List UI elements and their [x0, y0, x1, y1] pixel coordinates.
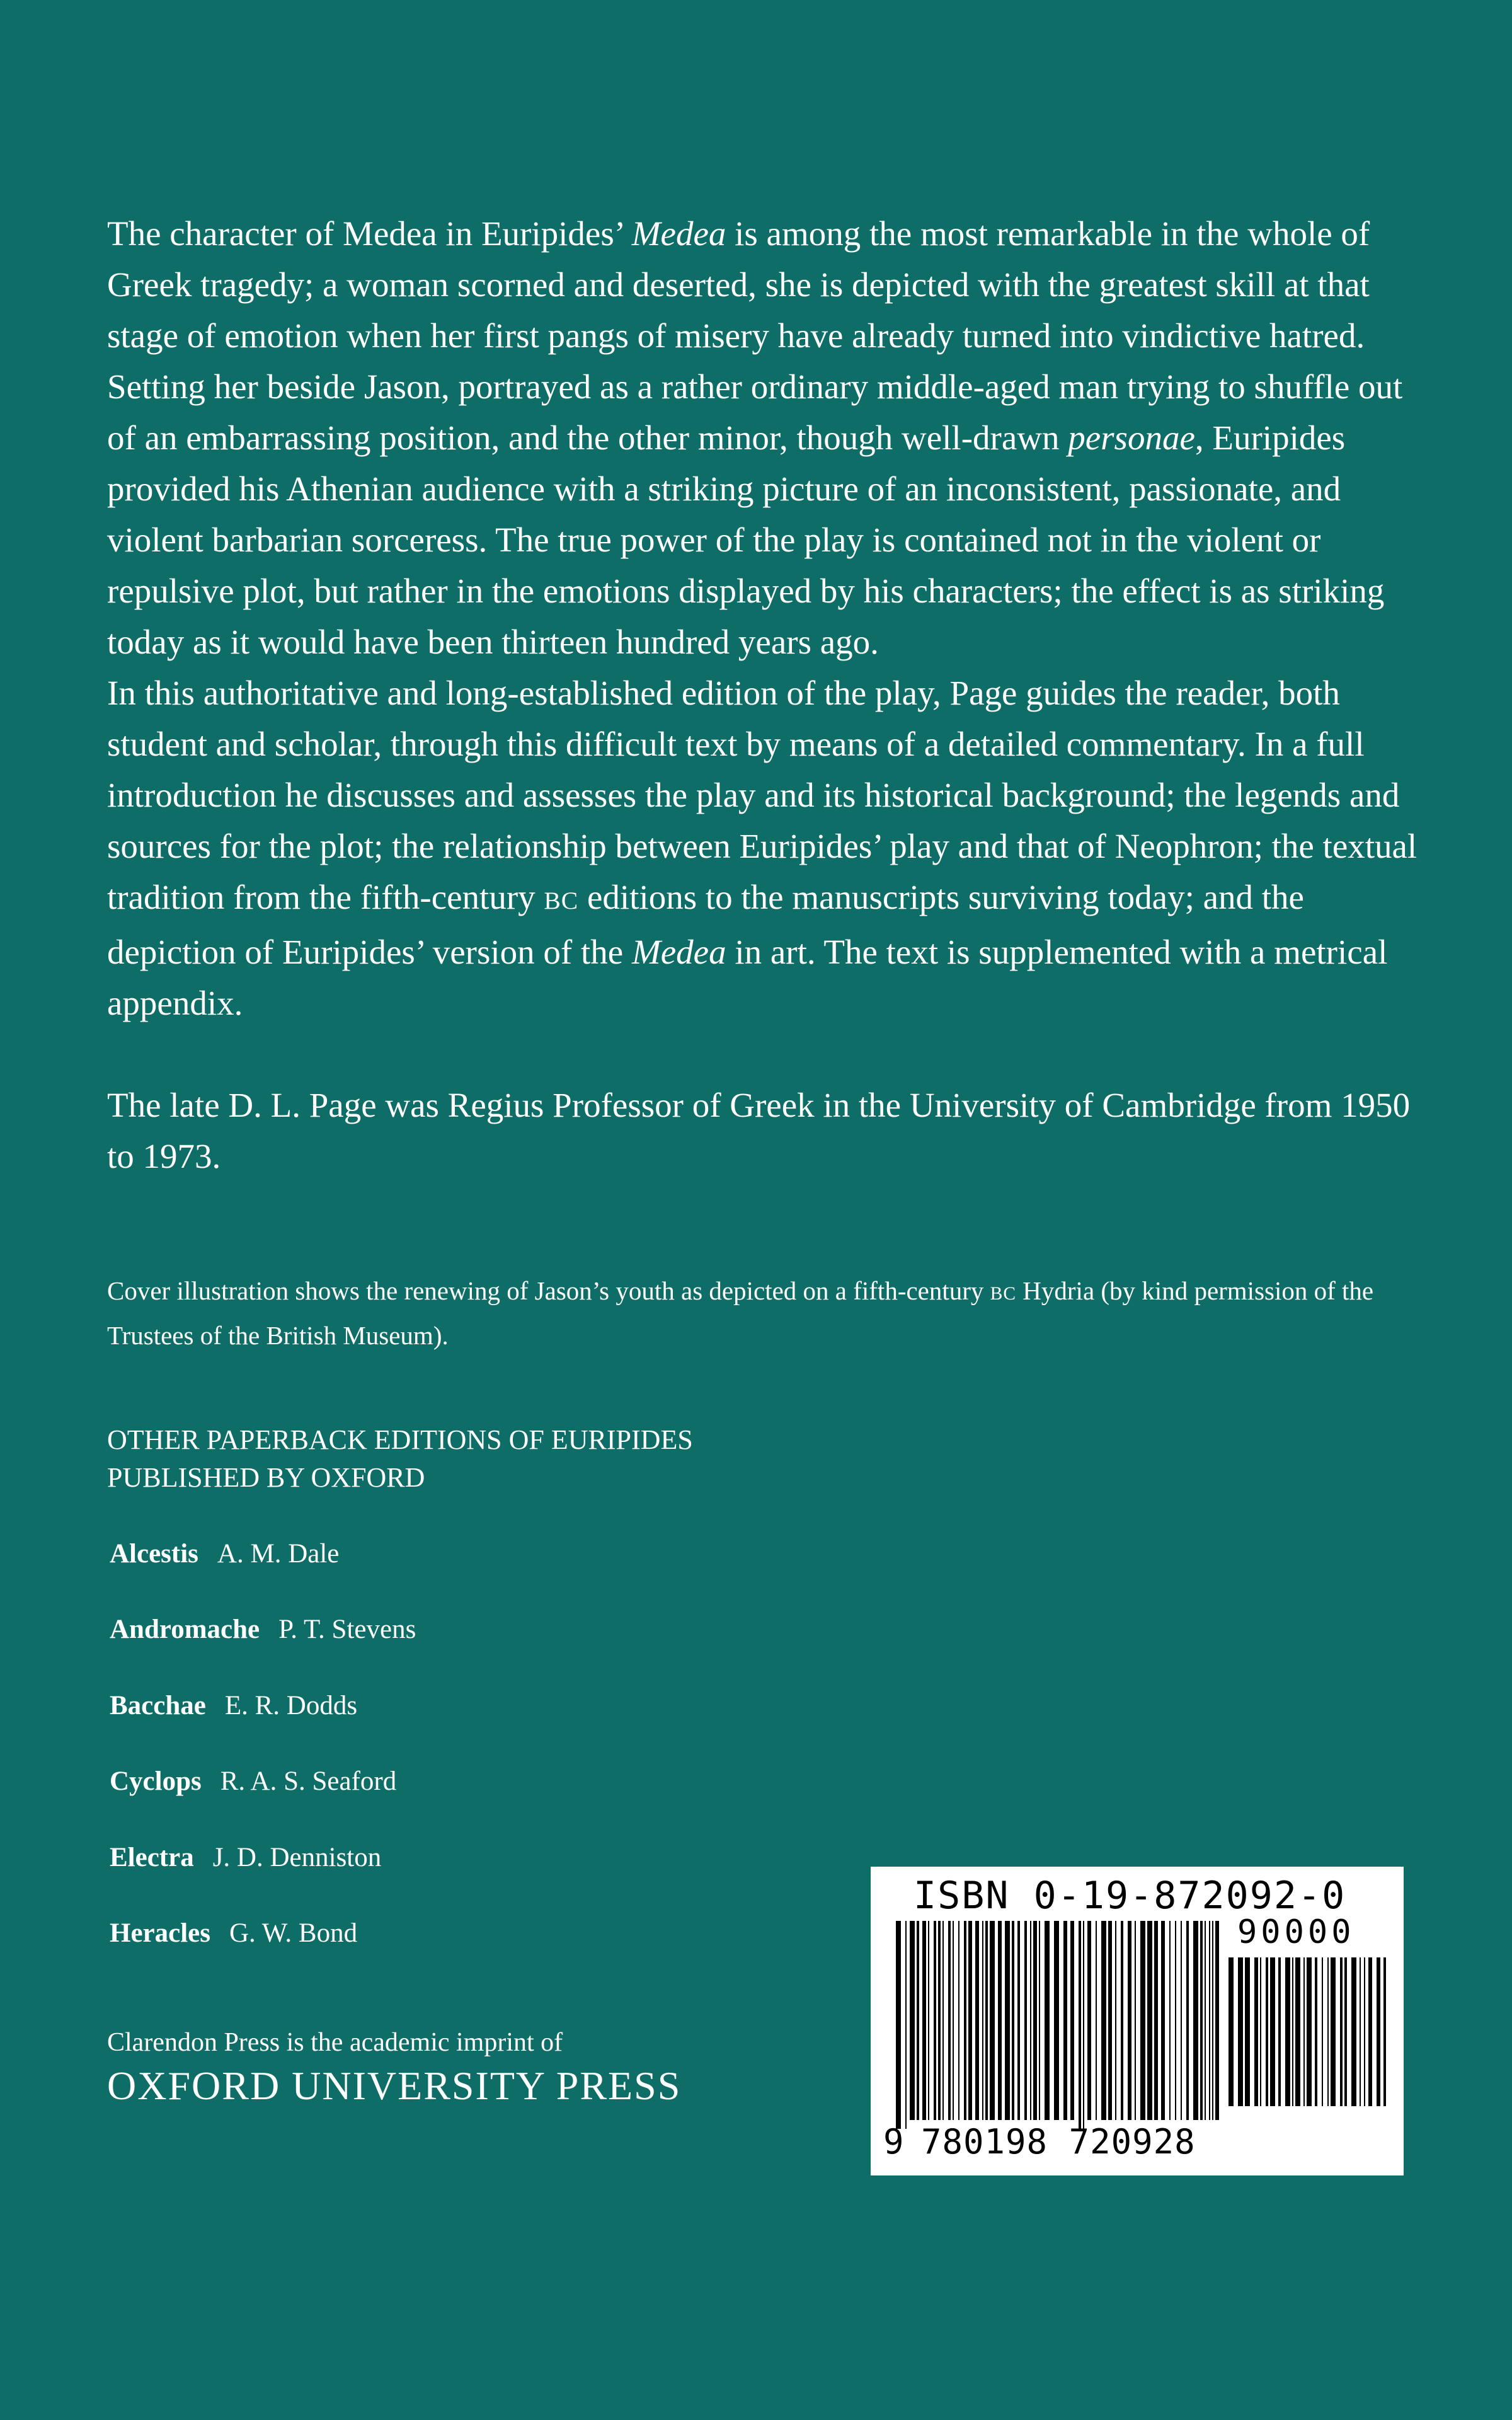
era-abbreviation: BC: [990, 1284, 1017, 1304]
editor-name: R. A. S. Seaford: [220, 1766, 397, 1797]
ean-leading-digit: 9: [883, 2122, 904, 2162]
barcode-bar: [985, 1921, 988, 2120]
blurb-text: in art. The text is supplemented with a metrical appendix.: [107, 933, 1388, 1022]
barcode-bar: [1377, 1957, 1380, 2106]
imprint-line: Clarendon Press is the academic imprint of: [107, 2028, 563, 2057]
blurb-paragraph-1: [107, 208, 1418, 667]
blurb-text: is among the most remarkable in the whole of Greek tragedy; a woman scorned and deserted, she is depicted with the greatest skill at that stage of emotion when her first pangs of misery have already turned into vindictive hatred. Setting her beside Jason, portrayed as a rather ordinary middle-aged man trying to shuffle out of an embarrassing position, and the other minor, though well-drawn: [107, 214, 1403, 457]
barcode-bar: [1193, 1921, 1198, 2120]
barcode-bar: [1181, 1921, 1182, 2120]
barcode-bar: [1101, 1921, 1106, 2120]
barcode-bar: [1383, 1957, 1386, 2106]
credit-text: [107, 1270, 1418, 1356]
barcode-bar: [1140, 1921, 1145, 2120]
list-item: [110, 1533, 416, 1608]
barcode-bar: [1186, 1921, 1189, 2120]
barcode-bar: [1292, 1957, 1293, 2106]
barcode-bar: [1307, 1957, 1312, 2106]
editor-name: J. D. Denniston: [212, 1842, 382, 1872]
blurb-text: editions to the manuscripts surviving today; and the depiction of Euripides’ version of the: [107, 878, 1304, 971]
other-editions-heading: [107, 1421, 863, 1497]
barcode-bar: [1005, 1921, 1010, 2120]
list-item: [110, 1760, 416, 1836]
barcode-bar: [1154, 1921, 1158, 2120]
barcode-bar: [1147, 1921, 1152, 2120]
barcode-bar: [1238, 1957, 1243, 2106]
editor-name: P. T. Stevens: [278, 1615, 416, 1645]
barcode-bars-icon: [896, 1921, 1223, 2129]
barcode-bar: [1270, 1957, 1275, 2106]
ean-digits: 780198 720928: [921, 2122, 1196, 2162]
list-item: [110, 1608, 416, 1684]
barcode-bar: [982, 1921, 983, 2120]
other-editions-list: [110, 1533, 416, 1988]
heading-line: OTHER PAPERBACK EDITIONS OF EURIPIDES: [107, 1424, 693, 1455]
play-title: Medea: [631, 214, 726, 253]
barcode-bar: [1209, 1921, 1210, 2120]
barcode-bar: [1266, 1957, 1268, 2106]
addon-barcode-bars-icon: [1228, 1957, 1392, 2115]
barcode-bar: [1200, 1921, 1203, 2120]
play-title: Alcestis: [110, 1539, 198, 1569]
barcode-bar: [1033, 1921, 1037, 2120]
play-title: Medea: [631, 933, 726, 971]
barcode-bar: [1260, 1957, 1261, 2106]
barcode-bar: [1024, 1921, 1027, 2120]
play-title: Electra: [110, 1842, 194, 1872]
isbn-number: ISBN 0-19-872092-0: [914, 1874, 1346, 1918]
barcode-bar: [1079, 1921, 1081, 2129]
barcode-bar: [1351, 1957, 1356, 2106]
italic-term: personae: [1068, 418, 1195, 457]
editor-name: A. M. Dale: [217, 1539, 340, 1569]
barcode-bar: [1344, 1957, 1347, 2106]
blurb-paragraph-2: [107, 667, 1418, 1028]
barcode-bar: [1012, 1921, 1014, 2120]
editor-name: G. W. Bond: [229, 1918, 358, 1948]
heading-line: PUBLISHED BY OXFORD: [107, 1462, 425, 1493]
barcode-bar: [910, 1921, 915, 2120]
barcode-bar: [1175, 1921, 1176, 2120]
barcode-bar: [1212, 1921, 1213, 2120]
barcode-bar: [1295, 1957, 1300, 2106]
barcode-bar: [1327, 1957, 1329, 2106]
barcode-bar: [964, 1921, 966, 2120]
barcode-bar: [968, 1921, 972, 2120]
barcode-bar: [1360, 1957, 1361, 2106]
credit-text-part: Hydria (by kind permission of the Trustees of the British Museum).: [107, 1276, 1374, 1350]
barcode-bar: [958, 1921, 959, 2120]
era-abbreviation: BC: [544, 887, 579, 914]
barcode-bar: [953, 1921, 954, 2120]
description-blurb: [107, 208, 1418, 1182]
blurb-text: In this authoritative and long-established edition of the play, Page guides the reader, both student and scholar, through this difficult text by means of a detailed commentary. In a full introduction he discusses and assesses the play and its historical background; the legends and sources for the plot; the relationship between Euripides’ play and that of Neophron; the textual tradition from the fifth-century: [107, 674, 1418, 916]
author-bio: The late D. L. Page was Regius Professor of Greek in the University of Cambridge from 1950 to 1973.: [107, 1086, 1411, 1175]
barcode-bar: [1315, 1957, 1317, 2106]
list-item: [110, 1912, 416, 1988]
barcode-bar: [1108, 1921, 1112, 2120]
barcode-bar: [1254, 1957, 1258, 2106]
barcode-bar: [1083, 1921, 1084, 2129]
barcode-bar: [922, 1921, 926, 2120]
publisher-name: OXFORD UNIVERSITY PRESS: [107, 2063, 682, 2108]
list-item: [110, 1836, 416, 1912]
barcode-bar: [975, 1921, 979, 2120]
barcode-bar: [1331, 1957, 1336, 2106]
barcode-bar: [1205, 1921, 1206, 2120]
barcode-bar: [1045, 1921, 1050, 2120]
price-code: 90000: [1237, 1913, 1355, 1951]
barcode-bar: [942, 1921, 944, 2120]
barcode-bar: [1030, 1921, 1031, 2120]
barcode-bar: [1322, 1957, 1323, 2106]
barcode-bar: [896, 1921, 901, 2129]
barcode-bar: [928, 1921, 929, 2120]
barcode-bar: [1228, 1957, 1234, 2106]
barcode-bar: [917, 1921, 919, 2120]
barcode-bar: [1303, 1957, 1305, 2106]
barcode-bar: [1096, 1921, 1097, 2120]
barcode-bar: [1121, 1921, 1123, 2120]
barcode-bar: [1278, 1957, 1281, 2106]
play-title: Cyclops: [110, 1766, 202, 1797]
barcode-bar: [1368, 1957, 1372, 2106]
publisher-imprint: [107, 2024, 681, 2111]
cover-illustration-credit: [107, 1270, 1418, 1356]
barcode-bar: [1054, 1921, 1059, 2120]
barcode-bar: [1245, 1957, 1250, 2106]
barcode-bar: [934, 1921, 936, 2120]
barcode-bar: [1039, 1921, 1040, 2120]
barcode-bar: [1285, 1957, 1290, 2106]
barcode-bar: [948, 1921, 951, 2120]
barcode-bar: [1135, 1921, 1136, 2120]
credit-text-part: Cover illustration shows the renewing of Jason’s youth as depicted on a fifth-century: [107, 1276, 990, 1305]
barcode-bar: [1115, 1921, 1116, 2120]
barcode-bar: [905, 1921, 907, 2129]
play-title: Heracles: [110, 1918, 210, 1948]
barcode-bar: [990, 1921, 995, 2120]
barcode-bar: [1087, 1921, 1091, 2120]
barcode-bar: [1340, 1957, 1343, 2106]
barcode-bar: [1169, 1921, 1171, 2120]
barcode-bar: [1161, 1921, 1165, 2120]
barcode-bar: [1128, 1921, 1131, 2120]
blurb-text: , Euripides provided his Athenian audience with a striking picture of an inconsistent, passionate, and violent barbarian sorceress. The true power of the play is contained not in the violent or repulsive plot, but rather in the emotions displayed by his characters; the effect is as striking today as it would have been thirteen hundred years ago.: [107, 418, 1385, 661]
barcode-bar: [1215, 1921, 1219, 2120]
barcode-bar: [1364, 1957, 1365, 2106]
blurb-text: The character of Medea in Euripides’: [107, 214, 632, 253]
barcode-bar: [1070, 1921, 1074, 2120]
barcode-bar: [1063, 1921, 1067, 2120]
editor-name: E. R. Dodds: [224, 1690, 358, 1720]
barcode-bar: [1017, 1921, 1020, 2120]
barcode-bar: [998, 1921, 1002, 2120]
list-item: [110, 1685, 416, 1760]
play-title: Bacchae: [110, 1690, 206, 1720]
play-title: Andromache: [110, 1615, 260, 1645]
isbn-barcode: [871, 1867, 1404, 2175]
barcode-bar: [938, 1921, 941, 2120]
